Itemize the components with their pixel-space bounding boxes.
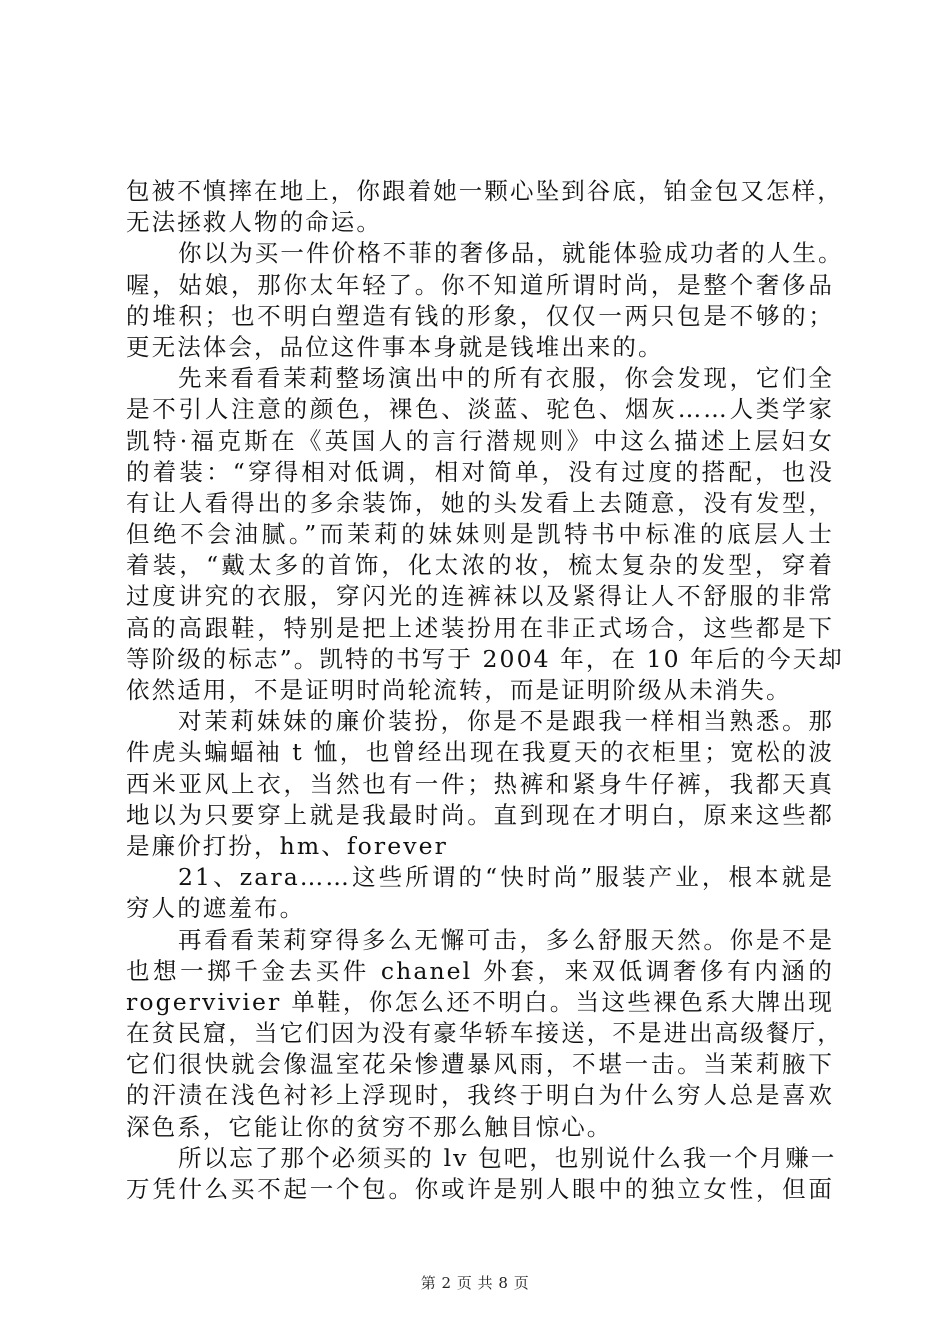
text-line: 穷人的遮羞布。 [126,894,306,923]
text-line: 的着装：“穿得相对低调，相对简单，没有过度的搭配，也没 [126,457,834,486]
text-line: 它们很快就会像温室花朵惨遭暴风雨，不堪一击。当茉莉腋下 [126,1050,834,1079]
text-line: 件虎头蝙蝠袖 t 恤，也曾经出现在我夏天的衣柜里；宽松的波 [126,738,834,767]
text-line: 再看看茉莉穿得多么无懈可击，多么舒服天然。你是不是 [178,925,834,954]
text-line: 也想一掷千金去买件 chanel 外套，来双低调奢侈有内涵的 [126,956,834,985]
text-line: 所以忘了那个必须买的 lv 包吧，也别说什么我一个月赚一 [178,1143,837,1172]
text-line: 喔，姑娘，那你太年轻了。你不知道所谓时尚，是整个奢侈品 [126,270,834,299]
text-line: 有让人看得出的多余装饰，她的头发看上去随意，没有发型， [126,488,834,517]
text-line: 更无法体会，品位这件事本身就是钱堆出来的。 [126,332,664,361]
document-body [126,176,844,1205]
text-line: 地以为只要穿上就是我最时尚。直到现在才明白，原来这些都 [126,800,834,829]
text-line: 在贫民窟，当它们因为没有豪华轿车接送，不是进出高级餐厅， [126,1019,843,1048]
text-line: 你以为买一件价格不菲的奢侈品，就能体验成功者的人生。 [178,239,844,268]
text-line: 的汗渍在浅色衬衫上浮现时，我终于明白为什么穷人总是喜欢 [126,1081,834,1110]
text-line: 西米亚风上衣，当然也有一件；热裤和紧身牛仔裤，我都天真 [126,769,834,798]
text-line: 的堆积；也不明白塑造有钱的形象，仅仅一两只包是不够的； [126,301,834,330]
text-line: 万凭什么买不起一个包。你或许是别人眼中的独立女性，但面 [126,1175,834,1203]
text-line: 等阶级的标志”。凯特的书写于 2004 年，在 10 年后的今天却 [126,644,844,673]
text-line: 包被不慎摔在地上，你跟着她一颗心坠到谷底，铂金包又怎样， [126,177,843,205]
text-line: 先来看看茉莉整场演出中的所有衣服，你会发现，它们全 [178,364,834,393]
text-line: 是不引人注意的颜色，裸色、淡蓝、驼色、烟灰……人类学家 [126,395,834,424]
text-line: 过度讲究的衣服，穿闪光的连裤袜以及紧得让人不舒服的非常 [126,582,834,611]
text-line: 依然适用，不是证明时尚轮流转，而是证明阶级从未消失。 [126,676,792,704]
text-line: 着装，“戴太多的首饰，化太浓的妆，梳太复杂的发型，穿着 [126,551,834,580]
text-line: 是廉价打扮，hm、forever [126,831,448,860]
text-line: 深色系，它能让你的贫穷不那么触目惊心。 [126,1112,613,1141]
text-line: 凯特·福克斯在《英国人的言行潜规则》中这么描述上层妇女 [126,426,834,455]
text-line: 但绝不会油腻。”而茉莉的妹妹则是凯特书中标准的底层人士 [126,520,834,549]
text-line: 21、zara……这些所谓的“快时尚”服装产业，根本就是 [178,863,834,892]
text-line: 对茉莉妹妹的廉价装扮，你是不是跟我一样相当熟悉。那 [178,707,834,736]
page-footer: 第 2 页 共 8 页 [420,1274,530,1292]
text-line: 高的高跟鞋，特别是把上述装扮用在非正式场合，这些都是下 [126,613,834,642]
text-line: rogervivier 单鞋，你怎么还不明白。当这些裸色系大牌出现 [126,987,834,1016]
text-line: 无法拯救人物的命运。 [126,208,382,237]
